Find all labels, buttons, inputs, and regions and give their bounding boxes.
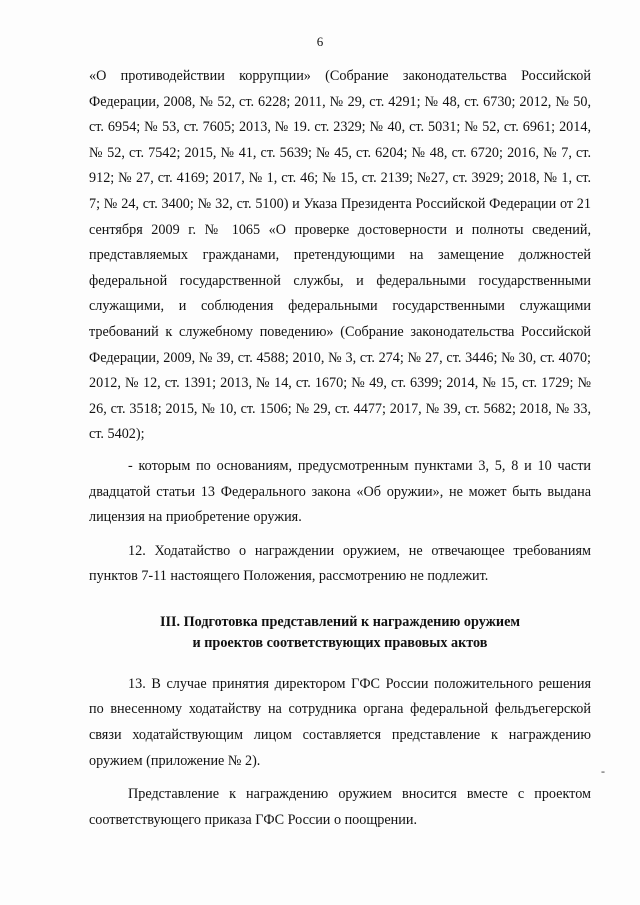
paragraph-anti-corruption-references: «О противодействии коррупции» (Собрание законодательства Российской Федерации, 2008, № 52, ст. 6228; 2011, № 29, ст. 4291; № 48, ст. 6730; 2012, № 50, ст. 6954; № 53, ст. 7605; 2013, № 19. ст. 2329; № 40, ст. 5031; № 52, ст. 6961; 2014, № 52, ст. 7542; 2015, № 41, ст. 5639; № 45, ст. 6204; № 48, ст. 6720; 2016, № 7, ст. 912; № 27, ст. 4169; 2017, № 1, ст. 46; № 15, ст. 2139; №27, ст. 3929; 2018, № 1, ст. 7; № 24, ст. 3400; № 32, ст. 5100) и Указа Президента Российской Федерации от 21 сентября 2009 г. № 1065 «О проверке достоверности и полноты сведений, представляемых гражданами, претендующими на замещение должностей федеральной государственной службы, и федеральными государственными служащими, и соблюдения федеральными государственными служащими требований к служебному поведению» (Собрание законодательства Российской Федерации, 2009, № 39, ст. 4588; 2010, № 3, ст. 274; № 27, ст. 3446; № 30, ст. 4070; 2012, № 12, ст. 1391; 2013, № 14, ст. 1670; № 49, ст. 6399; 2014, № 15, ст. 1729; № 26, ст. 3518; 2015, № 10, ст. 1506; № 29, ст. 4477; 2017, № 39, ст. 5682; 2018, № 33, ст. 5402); bbox=[89, 68, 591, 443]
margin-mark: - bbox=[601, 764, 605, 778]
paragraph-item-13: 13. В случае принятия директором ГФС России положительного решения по внесенному ходатайству на сотрудника органа федеральной фельдъегерской связи ходатайствующим лицом составляется представление к награждению оружием (приложение № 2). bbox=[89, 675, 591, 769]
paragraph-submission: Представление к награждению оружием вносится вместе с проектом соответствующего приказа ГФС России о поощрении. bbox=[89, 786, 591, 828]
section-heading-line-1: III. Подготовка представлений к награждению оружием bbox=[159, 613, 521, 630]
section-heading bbox=[89, 612, 591, 654]
paragraph-license-grounds: - которым по основаниям, предусмотренным пунктами 3, 5, 8 и 10 части двадцатой статьи 13 Федерального закона «Об оружии», не может быть выдана лицензия на приобретение оружия. bbox=[89, 457, 591, 526]
document-body bbox=[89, 64, 591, 833]
section-heading-line-2: и проектов соответствующих правовых актов bbox=[192, 634, 488, 651]
page-number: 6 bbox=[316, 34, 324, 49]
paragraph-item-12: 12. Ходатайство о награждении оружием, не отвечающее требованиям пунктов 7-11 настоящего Положения, рассмотрению не подлежит. bbox=[89, 542, 591, 585]
